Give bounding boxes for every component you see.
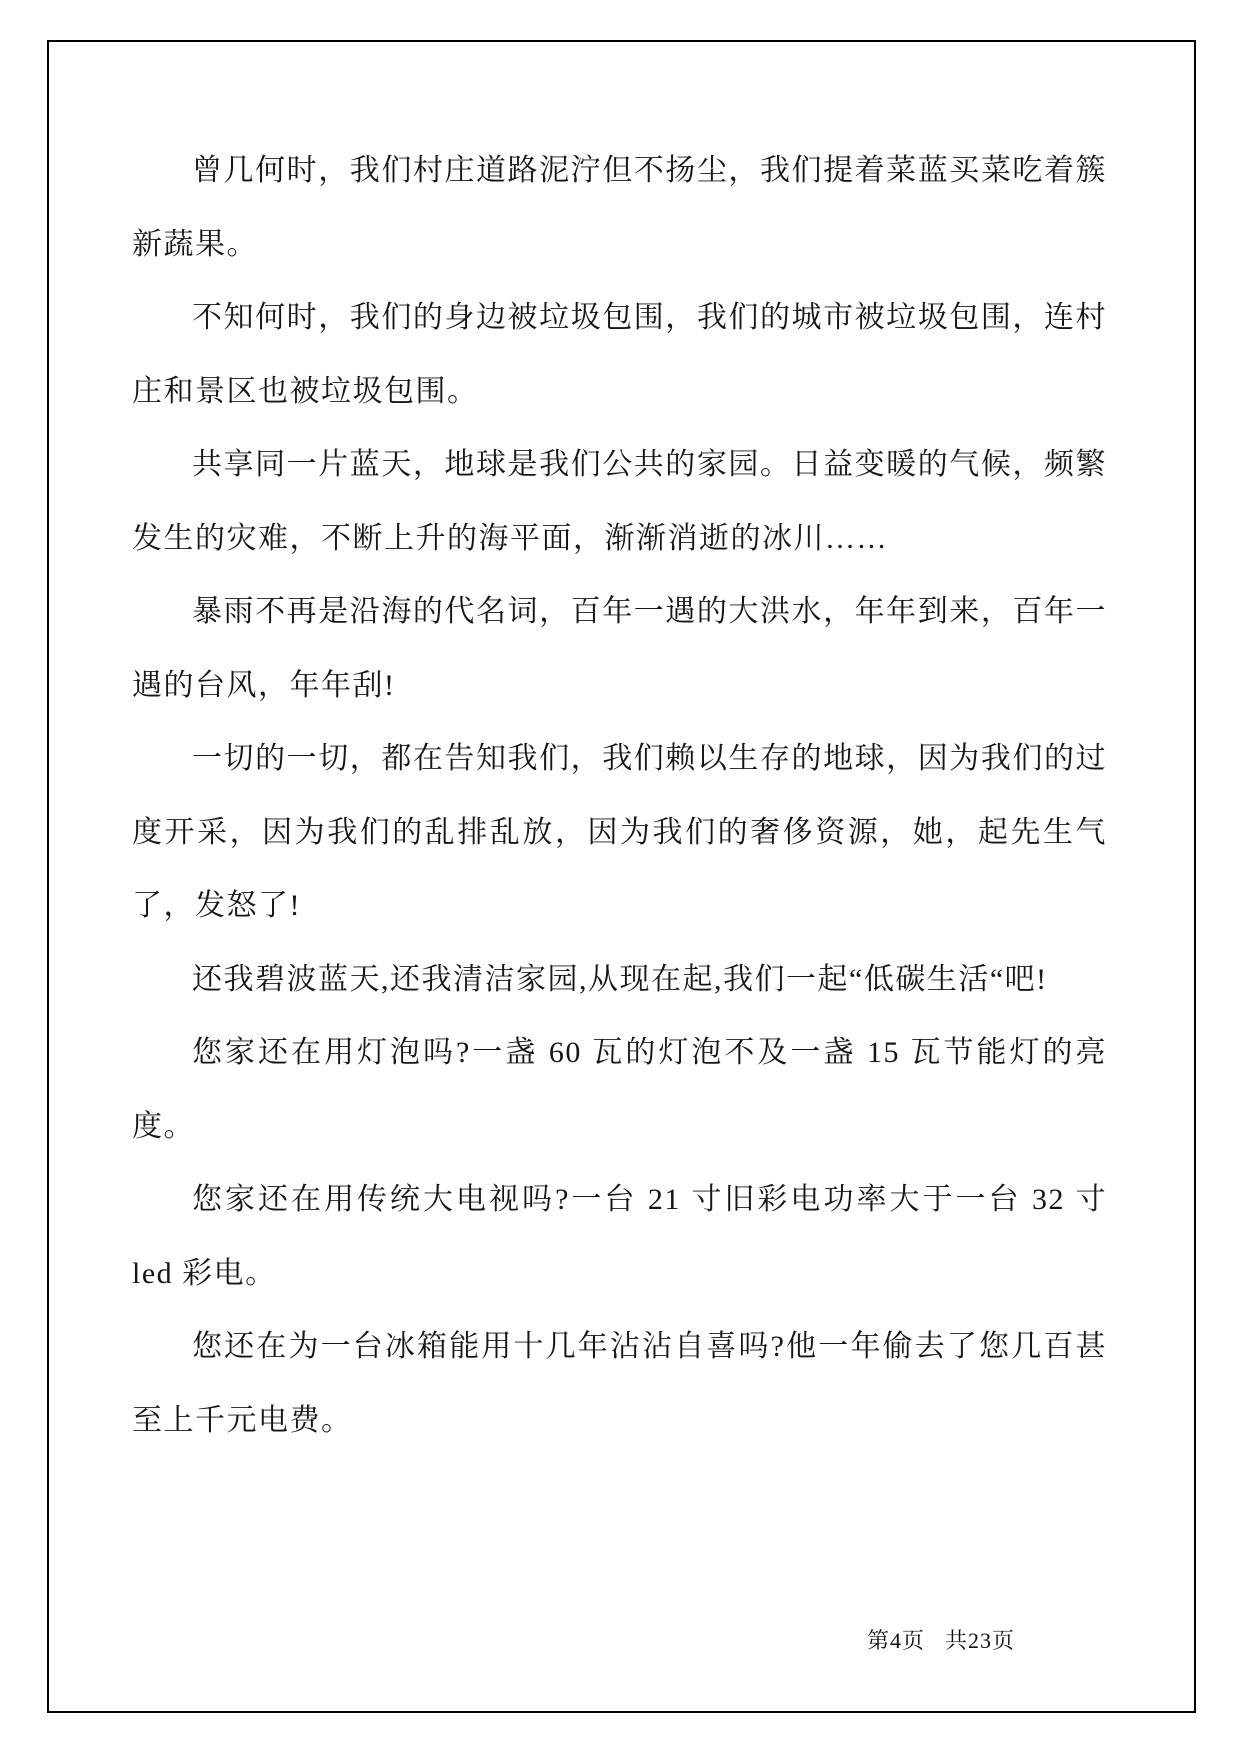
page-number-total: 共23页 [945, 1628, 1016, 1653]
paragraph: 还我碧波蓝天,还我清洁家园,从现在起,我们一起“低碳生活“吧! [192, 962, 1048, 996]
page-footer [867, 1624, 1015, 1655]
paragraph: 不知何时，我们的身边被垃圾包围，我们的城市被垃圾包围，连村庄和景区也被垃圾包围。 [132, 301, 1107, 408]
paragraph: 一切的一切，都在告知我们，我们赖以生存的地球，因为我们的过度开采，因为我们的乱排乱放，因为我们的奢侈资源，她，起先生气了，发怒了! [132, 742, 1107, 922]
paragraph: 您家还在用传统大电视吗?一台 21 寸旧彩电功率大于一台 32 寸 led 彩电。 [132, 1183, 1107, 1290]
document-body [132, 134, 1107, 1457]
paragraph: 共享同一片蓝天，地球是我们公共的家园。日益变暖的气候，频繁发生的灾难，不断上升的海平面，渐渐消逝的冰川…… [132, 448, 1107, 555]
paragraph: 您家还在用灯泡吗?一盏 60 瓦的灯泡不及一盏 15 瓦节能灯的亮度。 [132, 1036, 1107, 1143]
paragraph: 您还在为一台冰箱能用十几年沾沾自喜吗?他一年偷去了您几百甚至上千元电费。 [132, 1330, 1107, 1437]
page-number-current: 第4页 [867, 1628, 926, 1653]
paragraph: 曾几何时，我们村庄道路泥泞但不扬尘，我们提着菜蓝买菜吃着簇新蔬果。 [132, 154, 1107, 261]
paragraph: 暴雨不再是沿海的代名词，百年一遇的大洪水，年年到来，百年一遇的台风，年年刮! [132, 595, 1107, 702]
page-border [47, 40, 1196, 1713]
